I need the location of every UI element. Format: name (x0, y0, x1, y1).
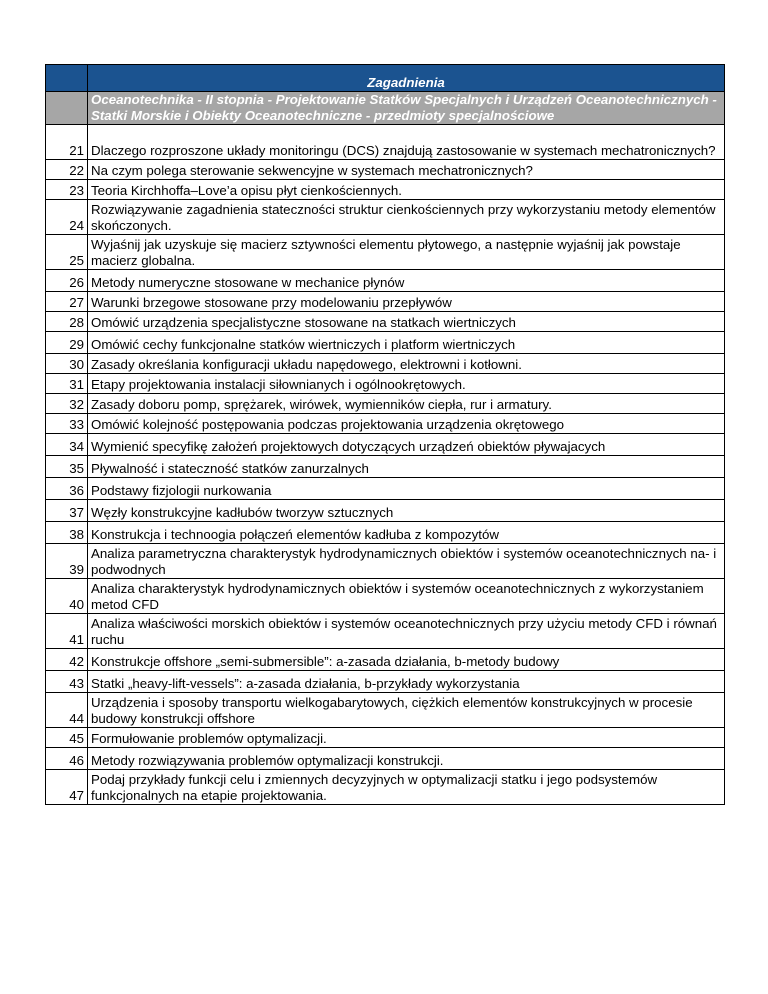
row-number: 37 (46, 500, 88, 522)
row-text: Analiza parametryczna charakterystyk hydrodynamicznych obiektów i systemów oceanotechnicznych na- i podwodnych (88, 544, 725, 579)
row-text: Metody numeryczne stosowane w mechanice płynów (88, 270, 725, 292)
row-number: 30 (46, 354, 88, 374)
table-row (46, 394, 725, 414)
row-text: Omówić kolejność postępowania podczas projektowania urządzenia okrętowego (88, 414, 725, 434)
table-row (46, 649, 725, 671)
row-number: 31 (46, 374, 88, 394)
row-text: Omówić urządzenia specjalistyczne stosowane na statkach wiertniczych (88, 312, 725, 332)
row-text: Metody rozwiązywania problemów optymalizacji konstrukcji. (88, 748, 725, 770)
header-number-cell (46, 65, 88, 92)
row-text: Urządzenia i sposoby transportu wielkogabarytowych, ciężkich elementów konstrukcyjnych w procesie budowy konstrukcji offshore (88, 693, 725, 728)
row-text: Na czym polega sterowanie sekwencyjne w systemach mechatronicznych? (88, 160, 725, 180)
row-number: 35 (46, 456, 88, 478)
row-number: 29 (46, 332, 88, 354)
table-row (46, 292, 725, 312)
table-row (46, 180, 725, 200)
row-text: Pływalność i stateczność statków zanurzalnych (88, 456, 725, 478)
table-row (46, 748, 725, 770)
table-row (46, 693, 725, 728)
row-number: 21 (46, 125, 88, 160)
row-text: Konstrukcja i technoogia połączeń elementów kadłuba z kompozytów (88, 522, 725, 544)
table-row (46, 728, 725, 748)
questions-table (45, 64, 725, 805)
row-text: Omówić cechy funkcjonalne statków wiertniczych i platform wiertniczych (88, 332, 725, 354)
table-row (46, 614, 725, 649)
table-row (46, 456, 725, 478)
row-text: Dlaczego rozproszone układy monitoringu (DCS) znajdują zastosowanie w systemach mechatronicznych? (88, 125, 725, 160)
row-number: 44 (46, 693, 88, 728)
row-number: 40 (46, 579, 88, 614)
table-row (46, 770, 725, 805)
row-number: 38 (46, 522, 88, 544)
row-text: Formułowanie problemów optymalizacji. (88, 728, 725, 748)
header-row (46, 65, 725, 92)
row-text: Rozwiązywanie zagadnienia stateczności struktur cienkościennych przy wykorzystaniu metody elementów skończonych. (88, 200, 725, 235)
row-text: Podstawy fizjologii nurkowania (88, 478, 725, 500)
table-row (46, 478, 725, 500)
row-text: Wymienić specyfikę założeń projektowych dotyczących urządzeń obiektów pływajacych (88, 434, 725, 456)
row-number: 36 (46, 478, 88, 500)
row-text: Zasady określania konfiguracji układu napędowego, elektrowni i kotłowni. (88, 354, 725, 374)
row-text: Etapy projektowania instalacji siłownianych i ogólnookrętowych. (88, 374, 725, 394)
row-number: 43 (46, 671, 88, 693)
row-text: Węzły konstrukcyjne kadłubów tworzyw sztucznych (88, 500, 725, 522)
row-number: 28 (46, 312, 88, 332)
row-number: 46 (46, 748, 88, 770)
row-number: 41 (46, 614, 88, 649)
table-row (46, 354, 725, 374)
table-row (46, 312, 725, 332)
row-number: 42 (46, 649, 88, 671)
table-row (46, 125, 725, 160)
header-title: Zagadnienia (88, 65, 725, 92)
table-row (46, 414, 725, 434)
row-number: 24 (46, 200, 88, 235)
table-row (46, 200, 725, 235)
row-number: 27 (46, 292, 88, 312)
table-row (46, 579, 725, 614)
table-row (46, 160, 725, 180)
row-number: 22 (46, 160, 88, 180)
row-number: 39 (46, 544, 88, 579)
row-number: 34 (46, 434, 88, 456)
table-row (46, 500, 725, 522)
row-text: Analiza właściwości morskich obiektów i systemów oceanotechnicznych przy użyciu metody CFD i równań ruchu (88, 614, 725, 649)
row-text: Wyjaśnij jak uzyskuje się macierz sztywności elementu płytowego, a następnie wyjaśnij jak powstaje macierz globalna. (88, 235, 725, 270)
row-text: Zasady doboru pomp, sprężarek, wirówek, wymienników ciepła, rur i armatury. (88, 394, 725, 414)
row-text: Statki „heavy-lift-vessels”: a-zasada działania, b-przykłady wykorzystania (88, 671, 725, 693)
subheader-number-cell (46, 92, 88, 125)
table-row (46, 374, 725, 394)
row-number: 45 (46, 728, 88, 748)
row-number: 23 (46, 180, 88, 200)
row-text: Podaj przykłady funkcji celu i zmiennych decyzyjnych w optymalizacji statku i jego podsystemów funkcjonalnych na etapie projektowania. (88, 770, 725, 805)
row-text: Teoria Kirchhoffa–Love’a opisu płyt cienkościennych. (88, 180, 725, 200)
subheader-title: Oceanotechnika - II stopnia - Projektowanie Statków Specjalnych i Urządzeń Oceanotechnicznych - Statki Morskie i Obiekty Oceanotechniczne - przedmioty specjalnościowe (88, 92, 725, 125)
row-number: 25 (46, 235, 88, 270)
table-row (46, 434, 725, 456)
table-row (46, 332, 725, 354)
table-row (46, 671, 725, 693)
row-text: Konstrukcje offshore „semi-submersible”: a-zasada działania, b-metody budowy (88, 649, 725, 671)
row-number: 26 (46, 270, 88, 292)
table-row (46, 544, 725, 579)
row-text: Warunki brzegowe stosowane przy modelowaniu przepływów (88, 292, 725, 312)
row-number: 47 (46, 770, 88, 805)
row-text: Analiza charakterystyk hydrodynamicznych obiektów i systemów oceanotechnicznych z wykorzystaniem metod CFD (88, 579, 725, 614)
row-number: 33 (46, 414, 88, 434)
table-row (46, 270, 725, 292)
row-number: 32 (46, 394, 88, 414)
table-row (46, 235, 725, 270)
subheader-row (46, 92, 725, 125)
table-row (46, 522, 725, 544)
